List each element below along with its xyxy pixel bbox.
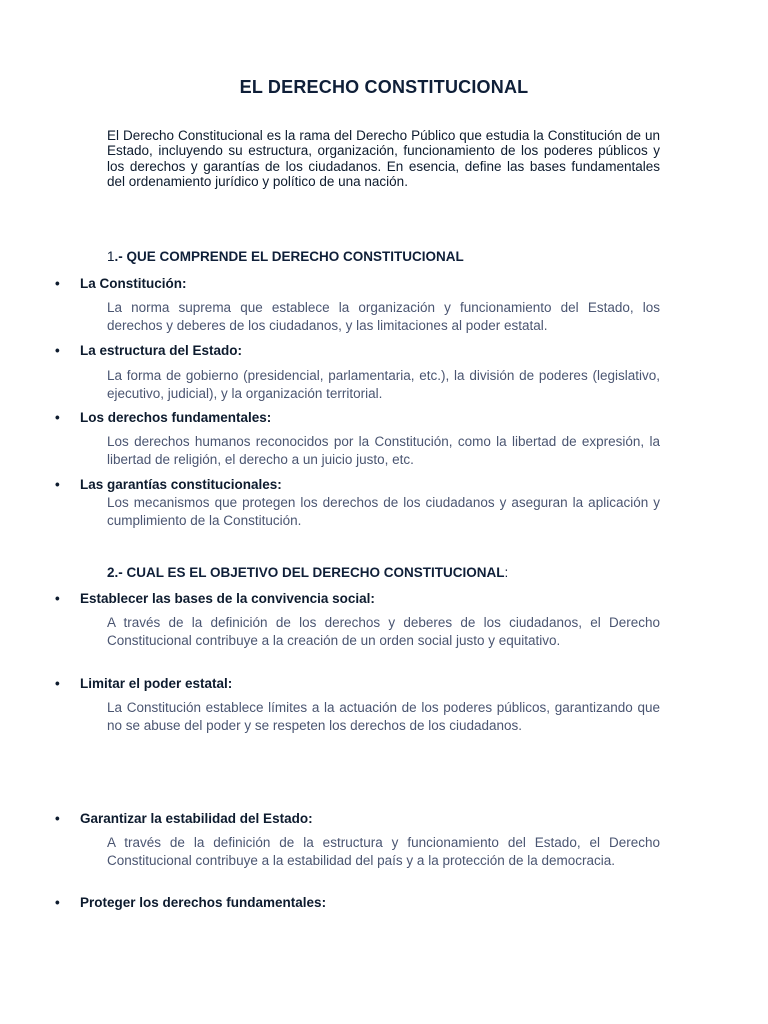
section-1-number: 1 (107, 249, 115, 264)
list-item-label: Las garantías constitucionales: (80, 477, 282, 492)
bullet-icon: • (55, 895, 60, 910)
list-item-description: Los derechos humanos reconocidos por la Constitución, como la libertad de expresión, la libertad de religión, el derecho a un juicio justo, etc. (107, 434, 660, 467)
list-item (55, 410, 675, 425)
bullet-icon: • (55, 676, 60, 691)
list-item (55, 343, 675, 358)
list-item (55, 676, 675, 691)
list-item-description: A través de la definición de la estructura y funcionamiento del Estado, el Derecho Constitucional contribuye a la estabilidad del país y a la protección de la democracia. (107, 835, 660, 868)
section-2-heading (107, 565, 508, 580)
bullet-icon: • (55, 410, 60, 425)
section-1-heading-text: .- QUE COMPRENDE EL DERECHO CONSTITUCIONAL (114, 249, 464, 264)
list-item-description: La norma suprema que establece la organización y funcionamiento del Estado, los derechos y deberes de los ciudadanos, y las limitaciones al poder estatal. (107, 300, 660, 333)
list-item-label: Limitar el poder estatal: (80, 676, 233, 691)
list-item (55, 895, 675, 910)
bullet-icon: • (55, 276, 60, 291)
document-title: EL DERECHO CONSTITUCIONAL (239, 77, 529, 97)
list-item (55, 591, 675, 606)
section-2-heading-text: 2.- CUAL ES EL OBJETIVO DEL DERECHO CONSTITUCIONAL (107, 565, 505, 580)
section-1-heading (107, 249, 464, 264)
list-item-description: Los mecanismos que protegen los derechos de los ciudadanos y aseguran la aplicación y cumplimiento de la Constitución. (107, 495, 660, 528)
list-item-label: Los derechos fundamentales: (80, 410, 272, 425)
list-item-label: Proteger los derechos fundamentales: (80, 895, 327, 910)
bullet-icon: • (55, 343, 60, 358)
list-item-label: La Constitución: (80, 276, 187, 291)
list-item (55, 477, 675, 492)
list-item-description: La forma de gobierno (presidencial, parlamentaria, etc.), la división de poderes (legislativo, ejecutivo, judicial), y la organización territorial. (107, 368, 660, 401)
list-item-label: La estructura del Estado: (80, 343, 243, 358)
list-item-description: A través de la definición de los derechos y deberes de los ciudadanos, el Derecho Constitucional contribuye a la creación de un orden social justo y equitativo. (107, 615, 660, 648)
bullet-icon: • (55, 477, 60, 492)
bullet-icon: • (55, 591, 60, 606)
list-item-description: La Constitución establece límites a la actuación de los poderes públicos, garantizando que no se abuse del poder y se respeten los derechos de los ciudadanos. (107, 700, 660, 733)
bullet-icon: • (55, 811, 60, 826)
intro-paragraph: El Derecho Constitucional es la rama del Derecho Público que estudia la Constitución de un Estado, incluyendo su estructura, organización, funcionamiento de los poderes públicos y los derechos y garantías de los ciudadanos. En esencia, define las bases fundamentales del ordenamiento jurídico y político de una nación. (107, 128, 660, 190)
list-item (55, 276, 675, 291)
list-item-label: Establecer las bases de la convivencia social: (80, 591, 375, 606)
list-item-label: Garantizar la estabilidad del Estado: (80, 811, 313, 826)
list-item (55, 811, 675, 826)
section-2-heading-colon: : (504, 565, 509, 580)
